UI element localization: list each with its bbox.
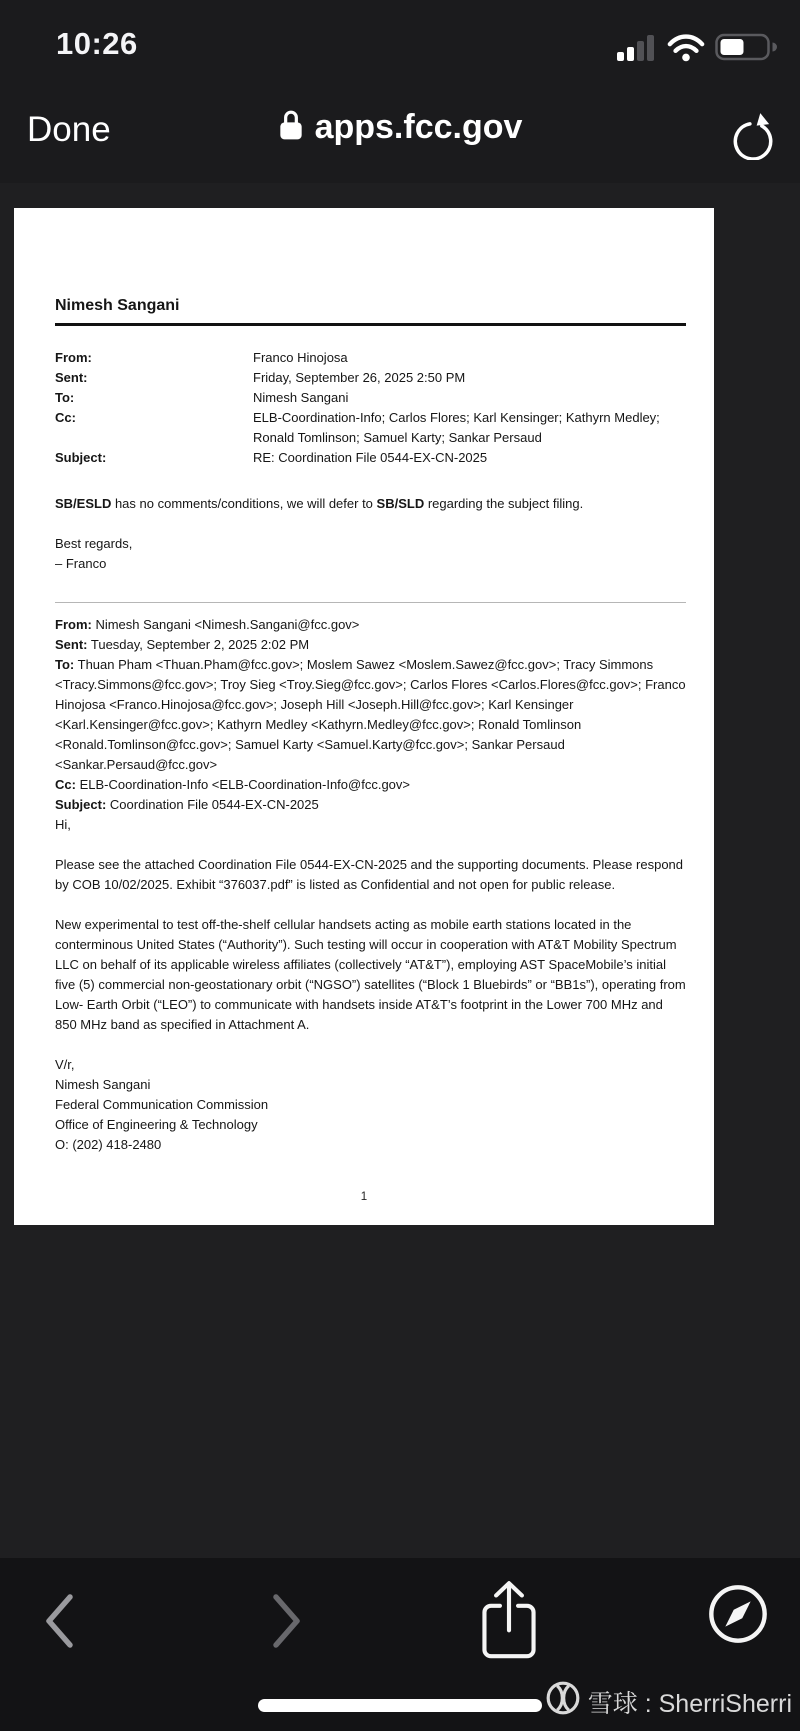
quoted-paragraph-2: New experimental to test off-the-shelf cellular handsets acting as mobile earth stations located in the conterminous United States (“Authority”). Such testing will occur in cooperation with AT&T Mobility Spectrum LLC on behalf of its applicable wireless affiliates (collectively “AT&T”), employing AST SpaceMobile’s initial five (5) commercial non-geostationary orbit (“NGSO”) satellites (“Block 1 Bluebirds” or “BB1s”), operating from Low- Earth Orbit (“LEO”) to communicate with handsets inside AT&T’s footprint in the Lower 700 MHz and 850 MHz band as specified in Attachment A. (55, 917, 686, 1032)
closing-line-2: – Franco (55, 556, 107, 571)
refresh-button[interactable] (730, 110, 776, 165)
signature-line-1: V/r, (55, 1057, 75, 1072)
quoted-email-divider (55, 602, 686, 603)
email-header-block (55, 348, 686, 468)
wifi-icon (667, 33, 705, 67)
url-text: apps.fcc.gov (314, 108, 523, 146)
quoted-cc-line: Cc: ELB-Coordination-Info <ELB-Coordination-Info@fcc.gov> (55, 777, 410, 792)
forward-button[interactable] (270, 1592, 304, 1655)
signature-line-3: Federal Communication Commission (55, 1097, 269, 1112)
pdf-viewer-scroll-area[interactable] (0, 183, 800, 1558)
chevron-right-icon (270, 1637, 304, 1654)
signature-line-4: Office of Engineering & Technology (55, 1117, 258, 1132)
quoted-email (55, 615, 686, 1155)
safari-compass-icon (706, 1633, 770, 1650)
bottom-toolbar (0, 1558, 800, 1731)
header-row-from: From: Franco Hinojosa (55, 350, 348, 365)
quoted-greeting: Hi, (55, 817, 71, 832)
signature-line-5: O: (202) 418-2480 (55, 1137, 162, 1152)
status-icons (617, 32, 778, 67)
quoted-to-line: To: Thuan Pham <Thuan.Pham@fcc.gov>; Moslem Sawez <Moslem.Sawez@fcc.gov>; Tracy Simmons <Tracy.Simmons@fcc.gov>; Troy Sieg <Troy.Sieg@fcc.gov>; Carlos Flores <Carlos.Flores@fcc.gov>; Franco Hinojosa <Franco.Hinojosa@fcc.gov>; Joseph Hill <Joseph.Hill@fcc.gov>; Karl Kensinger <Karl.Kensinger@fcc.gov>; Kathyrn Medley <Kathyrn.Medley@fcc.gov>; Ronald Tomlinson <Ronald.Tomlinson@fcc.gov>; Samuel Karty <Samuel.Karty@fcc.gov>; Sankar Persaud <Sankar.Persaud@fcc.gov> (55, 657, 686, 772)
lock-icon (278, 109, 304, 146)
header-row-cc: Cc: ELB-Coordination-Info; Carlos Flores; Karl Kensinger; Kathyrn Medley; Ronald Tomlinson; Samuel Karty; Sankar Persaud (55, 410, 660, 445)
header-row-to: To: Nimesh Sangani (55, 390, 349, 405)
back-button[interactable] (42, 1592, 76, 1655)
closing-line-1: Best regards, (55, 536, 133, 551)
page-number: 1 (360, 1191, 368, 1203)
pdf-page (14, 208, 714, 1225)
time-display: 10:26 (56, 26, 138, 61)
reply-body-line: SB/ESLD has no comments/conditions, we will defer to SB/SLD regarding the subject filing. (55, 496, 584, 511)
watermark-text: 雪球 : SherriSherri (587, 1689, 792, 1718)
quoted-sent-line: Sent: Tuesday, September 2, 2025 2:02 PM (55, 637, 310, 652)
snowball-logo-icon (545, 1680, 581, 1723)
quoted-subject-line: Subject: Coordination File 0544-EX-CN-2025 (55, 797, 319, 812)
open-in-safari-button[interactable] (706, 1582, 770, 1651)
share-icon (478, 1649, 540, 1666)
watermark (545, 1680, 792, 1723)
quoted-signature (55, 1055, 686, 1155)
quoted-paragraph-1: Please see the attached Coordination File 0544-EX-CN-2025 and the supporting documents. Please respond by COB 10/02/2025. Exhibit “376037.pdf” is listed as Confidential and not open for public release. (55, 857, 684, 892)
browser-bar (0, 100, 800, 183)
address-field[interactable] (150, 108, 650, 147)
share-button[interactable] (478, 1578, 540, 1667)
reply-closing (55, 534, 686, 574)
header-row-subject: Subject: RE: Coordination File 0544-EX-CN-2025 (55, 450, 488, 465)
chevron-left-icon (42, 1637, 76, 1654)
home-indicator[interactable] (258, 1699, 542, 1712)
battery-icon (715, 32, 778, 67)
done-button[interactable]: Done (27, 110, 111, 149)
signature-line-2: Nimesh Sangani (55, 1077, 151, 1092)
document-title: Nimesh Sangani (55, 296, 686, 326)
header-row-sent: Sent: Friday, September 26, 2025 2:50 PM (55, 370, 466, 385)
top-chrome (0, 0, 800, 183)
quoted-from-line: From: Nimesh Sangani <Nimesh.Sangani@fcc.gov> (55, 617, 360, 632)
cellular-signal-icon (617, 33, 657, 66)
